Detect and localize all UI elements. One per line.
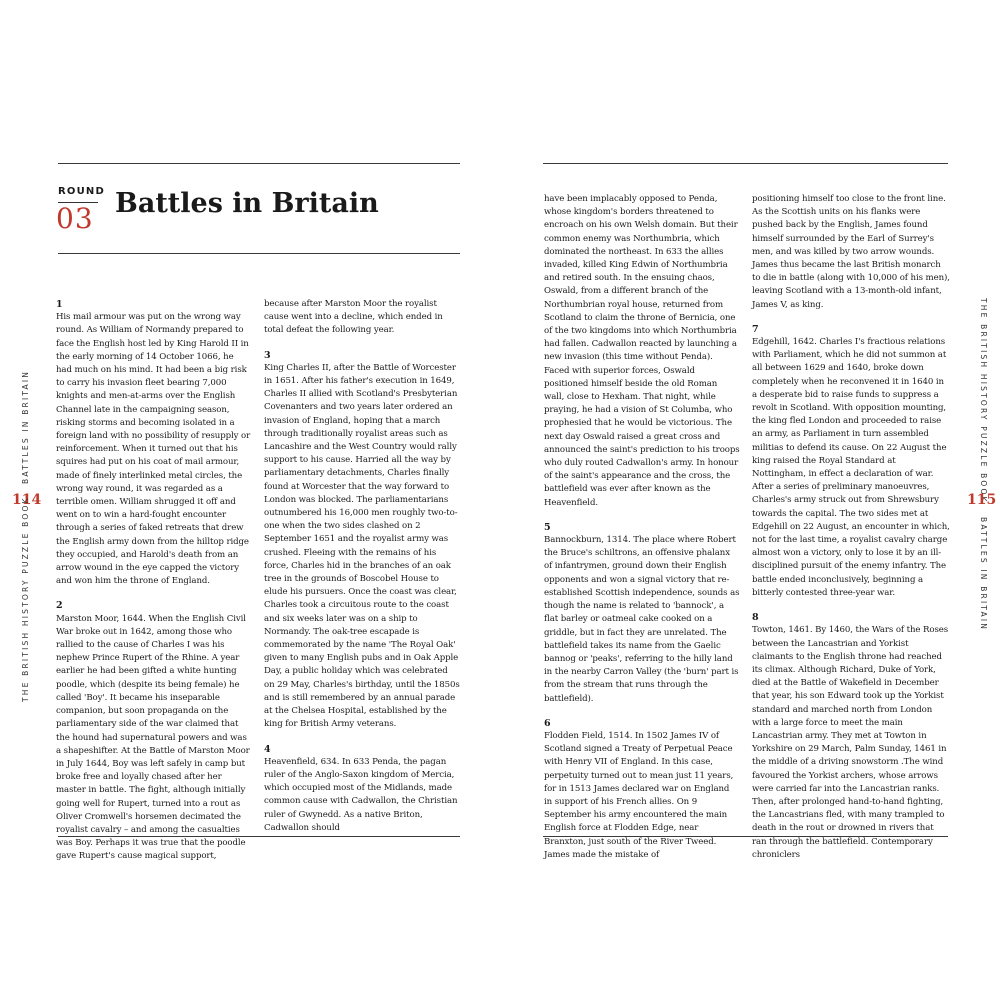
page-number-right: 115	[967, 492, 997, 508]
answer-paragraph	[544, 193, 740, 510]
page-title: Battles in Britain	[115, 188, 379, 219]
answer-text: Towton, 1461. By 1460, the Wars of the Roses between the Lancastrian and Yorkist claimants to the English throne had reached its climax. Although Richard, Duke of York, died at the Battle of Wakefield in December that year, his son Edward took up the Yorkist standard and marched north from London with a large force to meet the main Lancastrian army. They met at Towton in Yorkshire on 29 March, Palm Sunday, 1461 in the middle of a driving snowstorm .The wind favoured the Yorkist archers, whose arrows were carried far into the Lancastrian ranks. Then, after prolonged hand-to-hand fighting, the Lancastrians fled, with many trampled to death in the rout or drowned in rivers that ran through the battlefield. Contemporary chroniclers	[752, 625, 949, 860]
column-3	[544, 193, 740, 873]
answer-paragraph	[752, 193, 950, 312]
top-rule-left	[58, 163, 460, 164]
column-4	[752, 193, 950, 873]
answer-text: Edgehill, 1642. Charles I's fractious relations with Parliament, which he did not summon at all between 1629 and 1640, broke down completely when he reconvened it in 1640 in a desperate bid to raise funds to suppress a revolt in Scotland. With opposition mounting, the king fled London and proceeded to raise an army, as Parliament in turn assembled militias to defend its cause. On 22 August the king raised the Royal Standard at Nottingham, in effect a declaration of war. After a series of preliminary manoeuvres, Charles's army struck out from Shrewsbury towards the capital. The two sides met at Edgehill on 22 August, an encounter in which, not for the last time, a royalist cavalry charge almost won a victory, only to lose it by an ill-disciplined pursuit of the enemy infantry. The battle ended inconclusively, beginning a bitterly contested three-year war.	[752, 337, 950, 598]
answer-paragraph	[752, 611, 950, 862]
column-2	[264, 298, 460, 846]
answer-paragraph	[544, 521, 740, 706]
answer-paragraph	[56, 298, 251, 588]
answer-number: 4	[264, 743, 271, 755]
running-head-right-book: THE BRITISH HISTORY PUZZLE BOOK	[979, 298, 988, 504]
answer-number: 2	[56, 600, 63, 612]
answer-number: 1	[56, 299, 63, 310]
answer-number: 5	[544, 521, 551, 533]
answer-number: 8	[752, 612, 759, 624]
answer-text: Bannockburn, 1314. The place where Robert the Bruce's schiltrons, an offensive phalanx of infantrymen, ground down their English opponents and won a signal victory that re-established Scottish independence, sounds as though the name is related to 'bannock', a flat barley or oatmeal cake cooked on a griddle, but in fact they are unrelated. The battlefield takes its name from the Gaelic bannog or 'peaks', referring to the hilly land in the nearby Carron Valley (the 'burn' part is from the stream that runs through the battlefield).	[544, 535, 740, 704]
answer-number: 7	[752, 323, 759, 335]
answer-number: 3	[264, 349, 271, 361]
answer-number: 6	[544, 717, 551, 729]
answer-paragraph	[752, 323, 950, 600]
page-number-left: 114	[12, 492, 42, 508]
answer-text: Flodden Field, 1514. In 1502 James IV of Scotland signed a Treaty of Perpetual Peace with Henry VII of England. In this case, perpetuity turned out to mean just 11 years, for in 1513 James declared war on England in support of his French allies. On 9 September his army encountered the main English force at Flodden Edge, near Branxton, just south of the River Tweed. James made the mistake of	[544, 730, 734, 860]
top-rule-right	[543, 163, 948, 164]
answer-paragraph	[264, 743, 460, 835]
answer-text: because after Marston Moor the royalist cause went into a decline, which ended in total defeat the following year.	[264, 299, 443, 336]
round-number: 03	[56, 202, 94, 235]
answer-text: Heavenfield, 634. In 633 Penda, the pagan ruler of the Anglo-Saxon kingdom of Mercia, which occupied most of the Midlands, made common cause with Cadwallon, the Christian ruler of Gwynedd. As a native Briton, Cadwallon should	[264, 756, 458, 833]
column-1	[56, 298, 251, 875]
answer-text: His mail armour was put on the wrong way round. As William of Normandy prepared to face the English host led by King Harold II in the early morning of 14 October 1066, he had much on his mind. It had been a big risk to carry his invasion fleet bearing 7,000 knights and men-at-arms over the English Channel late in the campaigning season, risking storms and becoming isolated in a foreign land with no possibility of resupply or reinforcement. When it turned out that his squires had put on his coat of mail armour, made of finely interlinked metal circles, the wrong way round, it was regarded as a terrible omen. William shrugged it off and went on to win a hard-fought encounter through a series of faked retreats that drew the English army down from the hilltop ridge they occupied, and Harold's death from an arrow wound in the eye capped the victory and won him the throne of England.	[56, 312, 251, 587]
running-head-right-chapter: BATTLES IN BRITAIN	[979, 517, 988, 632]
answer-text: King Charles II, after the Battle of Worcester in 1651. After his father's execution in 1649, Charles II allied with Scotland's Presbyterian Covenanters and two years later ordered an invasion of England, hoping that a march through traditionally royalist areas such as Lancashire and the West Country would rally support to his cause. Harried all the way by parliamentary detachments, Charles finally found at Worcester that the way forward to London was blocked. The parliamentarians outnumbered his 16,000 men roughly two-to-one when the two sides clashed on 2 September 1651 and the royalist army was crushed. Fleeing with the remains of his force, Charles hid in the branches of an oak tree in the grounds of Boscobel House to elude his pursuers. Once the coast was clear, Charles took a circuitous route to the coast and six weeks later was on a ship to Normandy. The oak-tree escapade is commemorated by the name 'The Royal Oak' given to many English pubs and in Oak Apple Day, a public holiday which was celebrated on 29 May, Charles's birthday, until the 1850s and is still remembered by an annual parade at the Chelsea Hospital, established by the king for British Army veterans.	[264, 362, 460, 730]
answer-text: positioning himself too close to the front line. As the Scottish units on his flanks were pushed back by the English, James found himself surrounded by the Earl of Surrey's men, and was killed by two arrow wounds. James thus became the last British monarch to die in battle (along with 10,000 of his men), leaving Scotland with a 13-month-old infant, James V, as king.	[752, 194, 950, 310]
answer-text: Marston Moor, 1644. When the English Civil War broke out in 1642, among those who rallied to the cause of Charles I was his nephew Prince Rupert of the Rhine. A year earlier he had been gifted a white hunting poodle, which (despite its being female) he called 'Boy'. It became his inseparable companion, but soon propaganda on the parliamentary side of the war claimed that the hound had supernatural powers and was a shapeshifter. At the Battle of Marston Moor in July 1644, Boy was left safely in camp but broke free and loyally chased after her master in battle. The fight, although initially going well for Rupert, turned into a rout as Oliver Cromwell's horsemen decimated the royalist cavalry – and among the casualties was Boy. Perhaps it was true that the poodle gave Rupert's cause magical support,	[56, 613, 250, 862]
answer-text: have been implacably opposed to Penda, whose kingdom's borders threatened to encroach on his own Welsh domain. But their common enemy was Northumbria, which dominated the northeast. In 633 the allies invaded, killed King Edwin of Northumbria and retired south. In the ensuing chaos, Oswald, from a different branch of the Northumbrian royal house, returned from Scotland to claim the throne of Bernicia, one of the two kingdoms into which Northumbria had fallen. Cadwallon reacted by launching a new invasion (this time without Penda). Faced with superior forces, Oswald positioned himself beside the old Roman wall, close to Hexham. That night, while praying, he had a vision of St Columba, who prophesied that he would be victorious. The next day Oswald raised a great cross and announced the saint's prediction to his troops who duly routed Cadwallon's army. In honour of the saint's appearance and the cross, the battlefield was ever after known as the Heavenfield.	[544, 194, 740, 508]
running-head-left-book: THE BRITISH HISTORY PUZZLE BOOK	[21, 496, 30, 702]
running-head-left-chapter: BATTLES IN BRITAIN	[21, 369, 30, 484]
header-rule-left	[58, 253, 460, 254]
answer-paragraph	[264, 298, 460, 338]
answer-paragraph	[56, 599, 251, 863]
answer-paragraph	[544, 717, 740, 862]
round-label: ROUND	[58, 186, 105, 197]
answer-paragraph	[264, 349, 460, 732]
